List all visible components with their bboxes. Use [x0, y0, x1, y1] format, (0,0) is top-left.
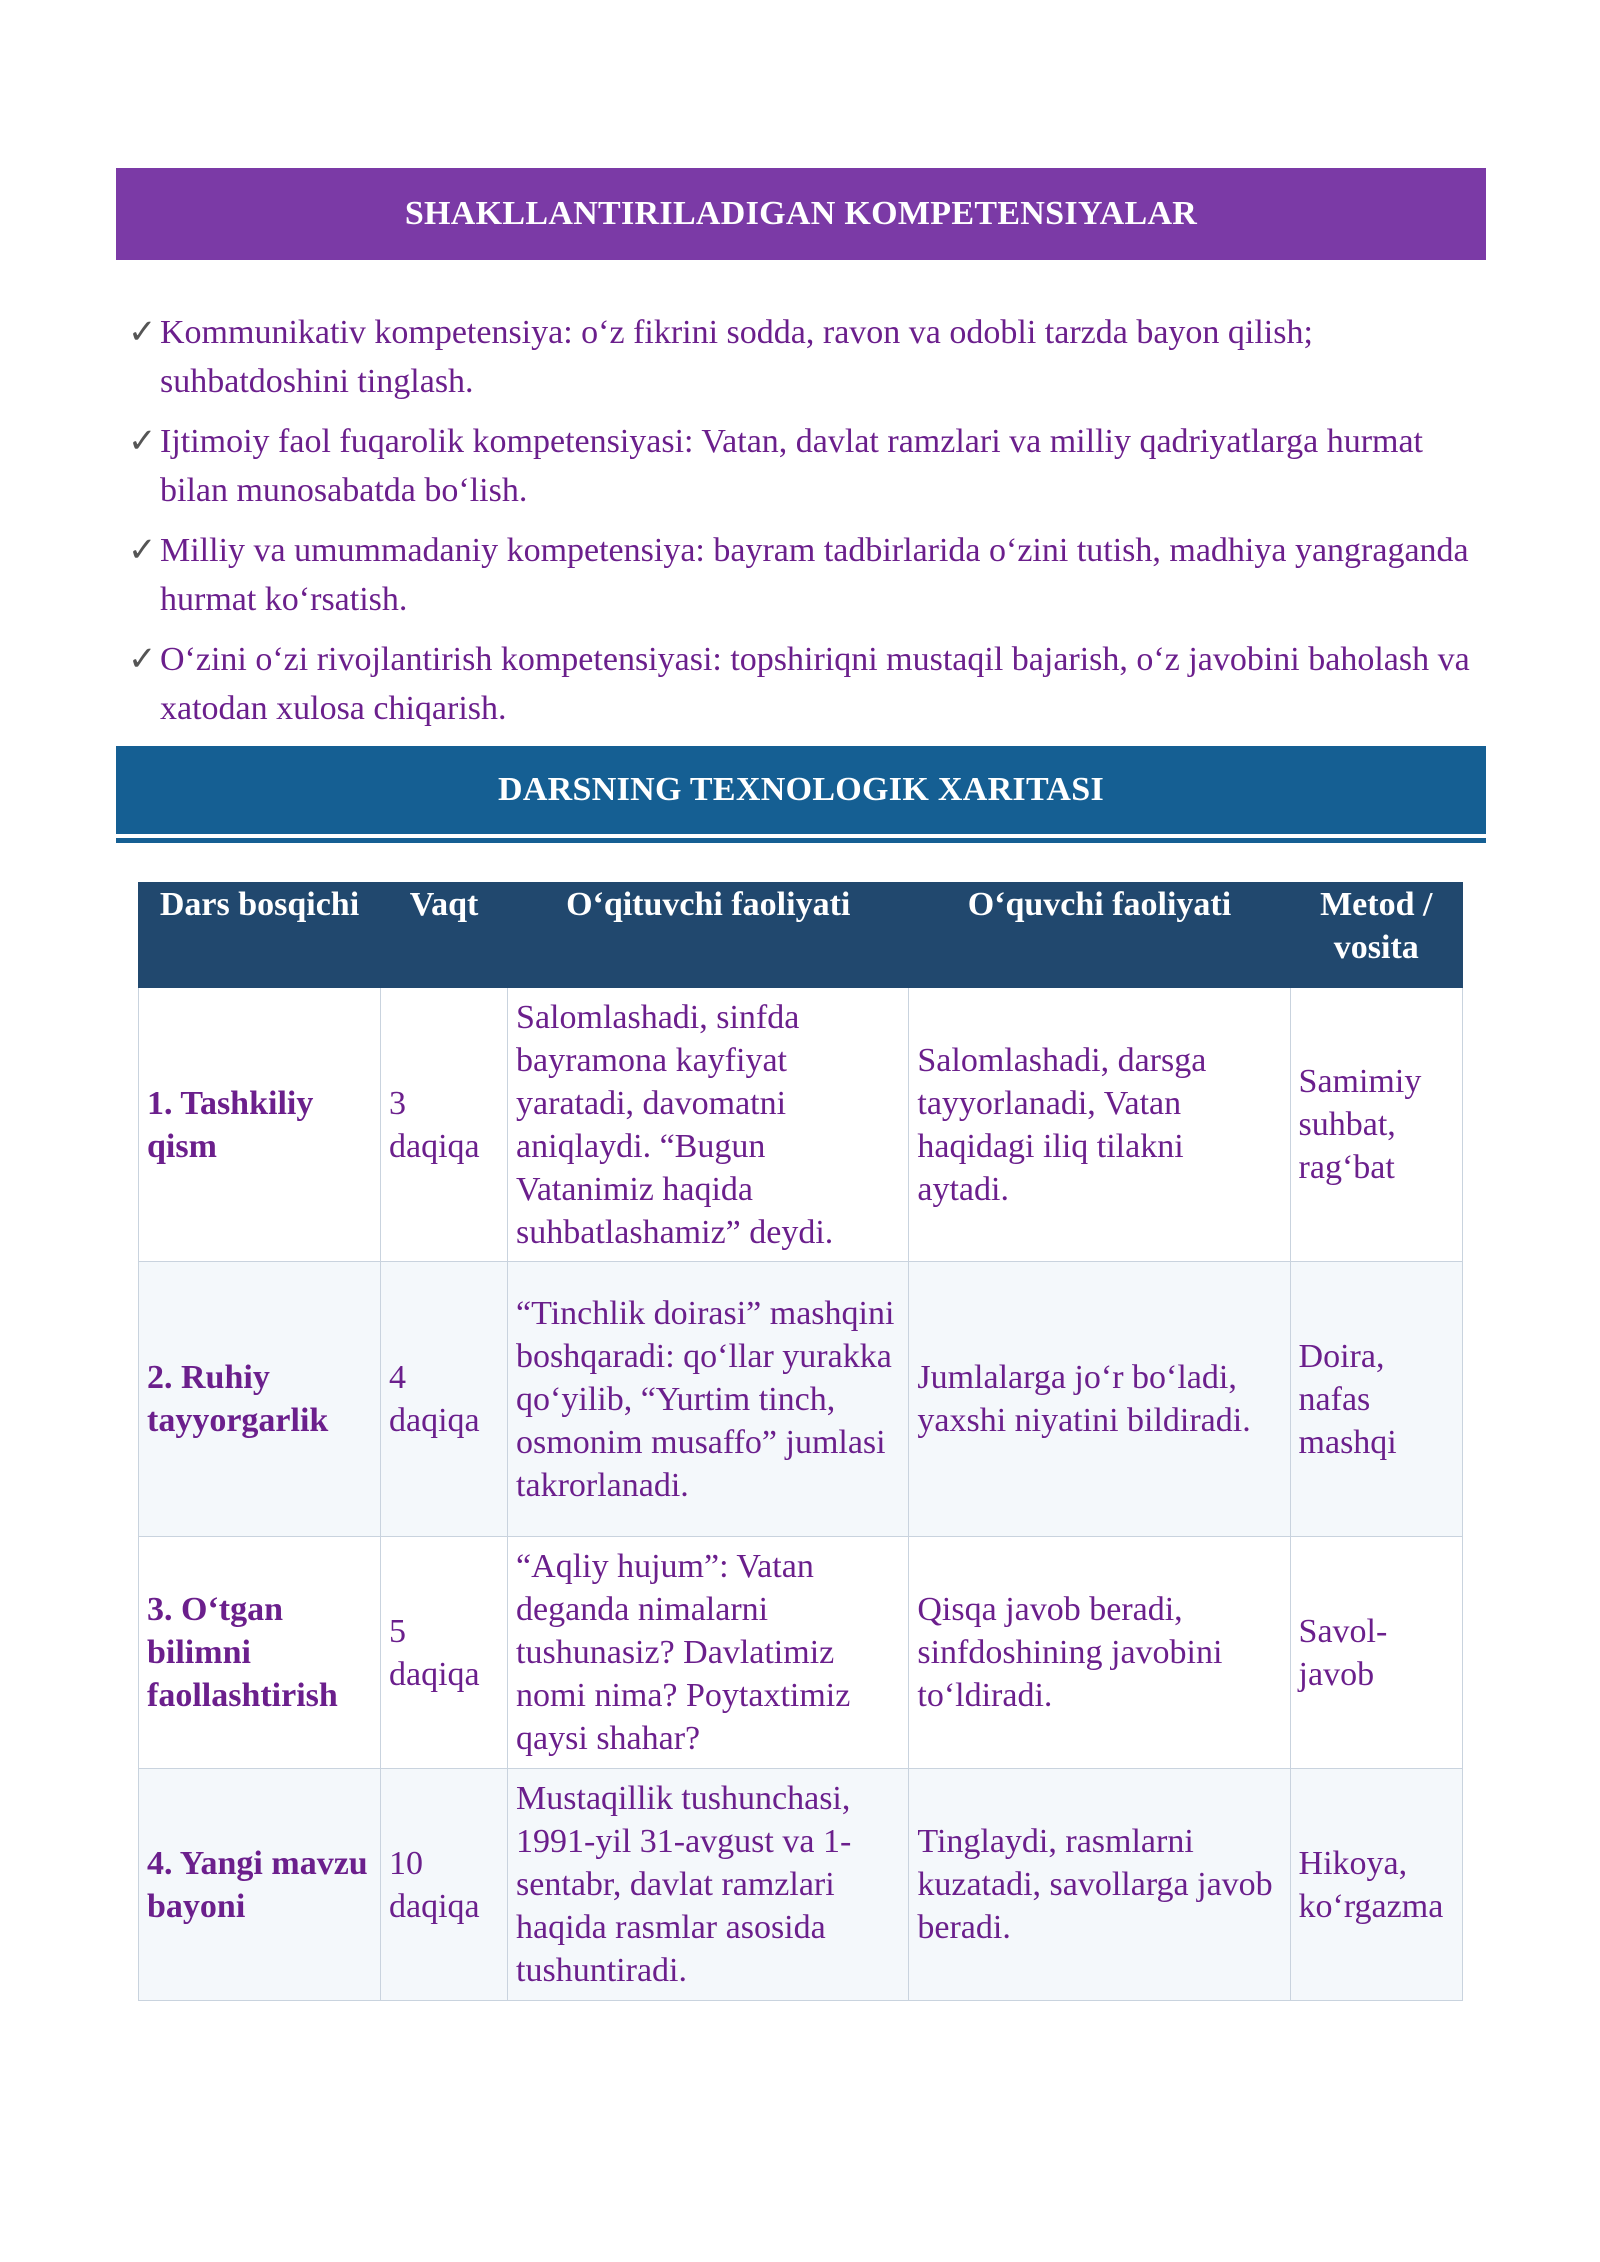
cell-teacher-activity: Salomlashadi, sinfda bayramona kayfiyat yaratadi, davomatni aniqlaydi. “Bugun Vatanimiz haqida suhbatlashamiz” deydi.: [508, 988, 909, 1262]
competency-text: Milliy va umummadaniy kompetensiya: bayram tadbirlarida o‘zini tutish, madhiya yangraganda hurmat ko‘rsatish.: [160, 532, 1469, 618]
cell-student-activity: Tinglaydi, rasmlarni kuzatadi, savollarga javob beradi.: [909, 1769, 1290, 2001]
competency-item: [128, 526, 1478, 624]
cell-teacher-activity: “Tinchlik doirasi” mashqini boshqaradi: qo‘llar yurakka qo‘yilib, “Yurtim tinch, osmonim musaffo” jumlasi takrorlanadi.: [508, 1262, 909, 1537]
cell-stage: 3. O‘tgan bilimni faollashtirish: [139, 1537, 381, 1769]
header-time: Vaqt: [381, 883, 508, 988]
cell-teacher-activity: Mustaqillik tushunchasi, 1991-yil 31-avgust va 1-sentabr, davlat ramzlari haqida rasmlar asosida tushuntiradi.: [508, 1769, 909, 2001]
table-row: [139, 1769, 1463, 2001]
header-stage: Dars bosqichi: [139, 883, 381, 988]
cell-teacher-activity: “Aqliy hujum”: Vatan deganda nimalarni tushunasiz? Davlatimiz nomi nima? Poytaxtimiz qaysi shahar?: [508, 1537, 909, 1769]
table-row: [139, 1537, 1463, 1769]
cell-stage: 2. Ruhiy tayyorgarlik: [139, 1262, 381, 1537]
header-teacher-activity: O‘qituvchi faoliyati: [508, 883, 909, 988]
competency-text: O‘zini o‘zi rivojlantirish kompetensiyasi: topshiriqni mustaqil bajarish, o‘z javobini baholash va xatodan xulosa chiqarish.: [160, 641, 1470, 727]
header-method: Metod / vosita: [1290, 883, 1462, 988]
checkmark-icon: ✓: [128, 314, 157, 351]
competency-item: [128, 635, 1478, 733]
table-header-row: [139, 883, 1463, 988]
cell-stage: 1. Tashkiliy qism: [139, 988, 381, 1262]
lesson-techmap-table: [138, 882, 1463, 2001]
techmap-banner: [116, 746, 1486, 838]
checkmark-icon: ✓: [128, 641, 157, 678]
cell-method: Samimiy suhbat, rag‘bat: [1290, 988, 1462, 1262]
cell-student-activity: Qisqa javob beradi, sinfdoshining javobini to‘ldiradi.: [909, 1537, 1290, 1769]
competency-text: Ijtimoiy faol fuqarolik kompetensiyasi: Vatan, davlat ramzlari va milliy qadriyatlarga hurmat bilan munosabatda bo‘lish.: [160, 423, 1423, 509]
cell-method: Doira, nafas mashqi: [1290, 1262, 1462, 1537]
cell-time: 3 daqiqa: [381, 988, 508, 1262]
cell-student-activity: Salomlashadi, darsga tayyorlanadi, Vatan haqidagi iliq tilakni aytadi.: [909, 988, 1290, 1262]
cell-time: 5 daqiqa: [381, 1537, 508, 1769]
table-row: [139, 988, 1463, 1262]
cell-stage: 4. Yangi mavzu bayoni: [139, 1769, 381, 2001]
competencies-banner: [116, 168, 1486, 260]
table-row: [139, 1262, 1463, 1537]
competency-item: [128, 417, 1478, 515]
cell-method: Savol-javob: [1290, 1537, 1462, 1769]
techmap-title: DARSNING TEXNOLOGIK XARITASI: [497, 771, 1105, 808]
cell-time: 10 daqiqa: [381, 1769, 508, 2001]
competencies-title: SHAKLLANTIRILADIGAN KOMPETENSIYALAR: [404, 195, 1198, 232]
cell-time: 4 daqiqa: [381, 1262, 508, 1537]
cell-method: Hikoya, ko‘rgazma: [1290, 1769, 1462, 2001]
cell-student-activity: Jumlalarga jo‘r bo‘ladi, yaxshi niyatini bildiradi.: [909, 1262, 1290, 1537]
checkmark-icon: ✓: [128, 532, 157, 569]
competencies-list: [128, 308, 1478, 744]
header-student-activity: O‘quvchi faoliyati: [909, 883, 1290, 988]
competency-text: Kommunikativ kompetensiya: o‘z fikrini sodda, ravon va odobli tarzda bayon qilish; suhbatdoshini tinglash.: [160, 314, 1313, 400]
competency-item: [128, 308, 1478, 406]
checkmark-icon: ✓: [128, 423, 157, 460]
